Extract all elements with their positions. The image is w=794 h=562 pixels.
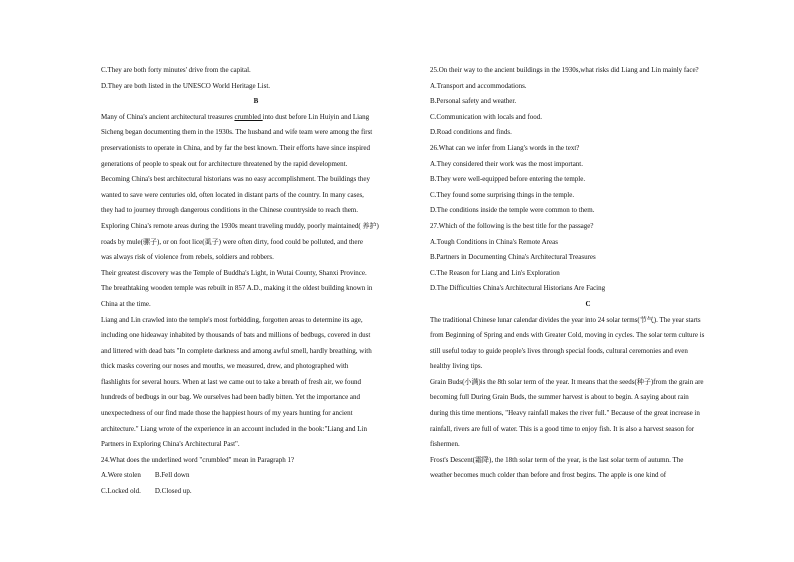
q25-option-d: D.Road conditions and finds. [430,128,512,137]
paragraph-line: from Beginning of Spring and ends with Greater Cold, moving in cycles. The solar term culture is [430,331,705,340]
paragraph-line: Grain Buds(小满)is the 8th solar term of the year. It means that the seeds(种子)from the grain are [430,377,704,386]
paragraph-line: roads by mule(骡子), or on foot lice(虱子) were often dirty, food could be polluted, and there [101,237,363,246]
q27-option-a: A.Tough Conditions in China's Remote Areas [430,237,558,246]
paragraph-line: including one hideaway inhabited by thousands of bats and millions of bedbugs, covered in dust [101,331,371,340]
left-column [101,63,411,500]
paragraph-line: preservationists to operate in China, and by far the best known. Their efforts have since inspired [101,143,370,152]
text-span: Many of China's ancient architectural treasures [101,112,235,121]
paragraph-line: during this time mentions, "Heavy rainfall makes the river full." Because of the great increase in [430,409,700,418]
q24-option-a: A.Were stolen [101,471,141,480]
right-column [430,63,746,484]
q26-option-d: D.The conditions inside the temple were common to them. [430,206,595,215]
paragraph-line: thick masks covering our noses and mouths, we measured, drew, and photographed with [101,362,349,371]
section-b-heading: B [253,97,259,106]
q27-stem: 27.Which of the following is the best title for the passage? [430,221,594,230]
paragraph-line: Partners in Exploring China's Architectural Past". [101,440,240,449]
q25-option-c: C.Communication with locals and food. [430,112,542,121]
section-c-heading: C [585,299,591,308]
paragraph-line: and littered with dead bats "In complete darkness and among awful smell, hardly breathing, with [101,346,372,355]
paragraph-line: hundreds of bedbugs in our bag. We ourselves had been badly bitten. Yet the importance and [101,393,361,402]
paragraph-line: they had to journey through dangerous conditions in the Chinese countryside to reach them. [101,206,358,215]
q24-stem: 24.What does the underlined word "crumbled" mean in Paragraph 1? [101,455,295,464]
paragraph-line: Liang and Lin crawled into the temple's most forbidding, forgotten areas to determine its age, [101,315,363,324]
paragraph-line: generations of people to speak out for architecture threatened by the rapid development. [101,159,348,168]
paragraph-line: weather becomes much colder than before and frost begins. The apple is one kind of [430,471,667,480]
paragraph-line: was always risk of violence from rebels, soldiers and robbers. [101,253,274,262]
q26-option-c: C.They found some surprising things in the temple. [430,190,575,199]
paragraph-line: architecture." Liang wrote of the experience in an account included in the book:"Liang and Lin [101,424,367,433]
paragraph-line: flashlights for several hours. When at last we came out to take a breath of fresh air, we found [101,377,362,386]
paragraph-line: healthy living tips. [430,362,483,371]
paragraph-line: The traditional Chinese lunar calendar divides the year into 24 solar terms(节气). The year starts [430,315,701,324]
q24-options-cd [101,484,411,500]
q25-option-b: B.Personal safety and weather. [430,97,517,106]
paragraph-line: Becoming China's best architectural historians was no easy accomplishment. The buildings they [101,175,371,184]
q26-option-b: B.They were well-equipped before entering the temple. [430,175,586,184]
paragraph-line: Their greatest discovery was the Temple of Buddha's Light, in Wutai County, Shanxi Province. [101,268,367,277]
q27-option-b: B.Partners in Documenting China's Architectural Treasures [430,253,596,262]
paragraph-line: The breathtaking wooden temple was rebuilt in 857 A.D., making it the oldest building known in [101,284,373,293]
text-span: into dust before Lin Huiyin and Liang [262,112,370,121]
q27-option-d: D.The Difficulties China's Architectural Historians Are Facing [430,284,606,293]
q24-option-c: C.Locked old. [101,487,141,496]
q26-stem: 26.What can we infer from Liang's words in the text? [430,143,580,152]
q23-option-c: C.They are both forty minutes' drive from the capital. [101,66,251,74]
paragraph-line: becoming full During Grain Buds, the summer harvest is about to begin. A saying about rain [430,393,689,402]
q27-option-c: C.The Reason for Liang and Lin's Exploration [430,268,560,277]
q24-option-b: B.Fell down [154,471,190,480]
paragraph-line: fishermen. [430,440,460,449]
paragraph-line: still useful today to guide people's lives through special foods, cultural ceremonies and even [430,346,688,355]
q25-option-a: A.Transport and accommodations. [430,81,527,90]
paragraph-line: unexpectedness of our find made those the happiest hours of my years hunting for ancient [101,409,353,418]
q23-option-d: D.They are both listed in the UNESCO World Heritage List. [101,81,271,90]
underlined-word-crumbled: crumbled [234,112,263,121]
q26-option-a: A.They considered their work was the most important. [430,159,583,168]
q25-stem: 25.On their way to the ancient buildings in the 1930s,what risks did Liang and Lin mainly face? [430,66,699,74]
paragraph-line: Exploring China's remote areas during the 1930s meant traveling muddy, poorly maintained( 养护) [101,221,379,230]
paragraph-line [101,110,411,126]
paragraph-line: China at the time. [101,299,151,308]
q24-options-ab [101,468,411,484]
q24-option-d: D.Closed up. [154,487,192,496]
paragraph-line: wanted to save were centuries old, often located in distant parts of the country. In many cases, [101,190,364,199]
paragraph-line: Frost's Descent(霜降), the 18th solar term of the year, is the last solar term of autumn. The [430,455,684,464]
paragraph-line: rainfall, rivers are full of water. This is a good time to enjoy fish. It is also a harvest season for [430,424,695,433]
paragraph-line: Sicheng began documenting them in the 1930s. The husband and wife team were among the first [101,128,373,137]
